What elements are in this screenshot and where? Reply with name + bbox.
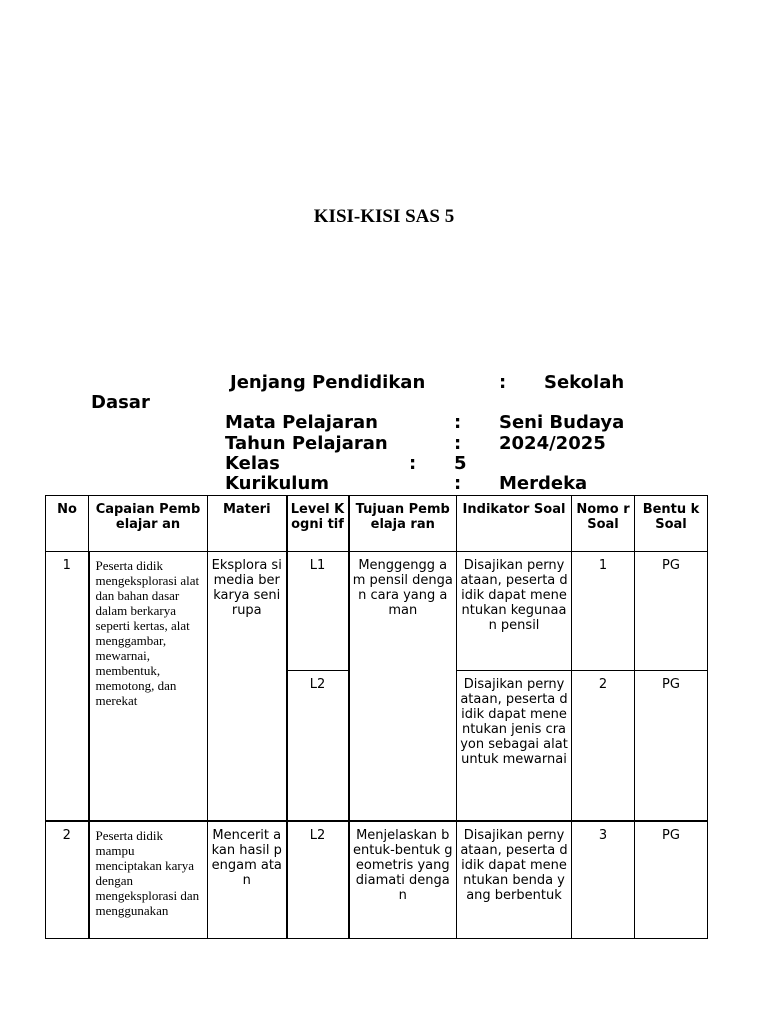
mapel-label: Mata Pelajaran	[225, 412, 378, 433]
row2-materi: Mencerit akan hasil pengam atan	[208, 821, 287, 939]
row1-nomor-1: 1	[572, 552, 635, 671]
kelas-colon: :	[409, 453, 417, 474]
row1-level-2: L2	[287, 671, 349, 821]
table-header-row	[46, 496, 708, 552]
header-nomor: Nomo r Soal	[572, 496, 635, 552]
kelas-label: Kelas	[225, 453, 280, 474]
row2-level: L2	[287, 821, 349, 939]
kurikulum-label: Kurikulum	[225, 473, 330, 494]
document-title: KISI-KISI SAS 5	[313, 206, 455, 227]
tahun-value: 2024/2025	[499, 433, 606, 454]
kurikulum-value: Merdeka	[499, 473, 588, 494]
header-capaian: Capaian Pembelajar an	[89, 496, 208, 552]
row1-nomor-2: 2	[572, 671, 635, 821]
row2-indikator: Disajikan pernyataan, peserta didik dapat menentukan benda yang berbentuk	[457, 821, 572, 939]
row2-tujuan: Menjelaskan bentuk-bentuk geometris yang diamati dengan	[349, 821, 457, 939]
header-no: No	[46, 496, 89, 552]
header-materi: Materi	[208, 496, 287, 552]
tahun-label: Tahun Pelajaran	[225, 433, 388, 454]
row2-bentuk: PG	[635, 821, 708, 939]
header-tujuan: Tujuan Pembelaja ran	[349, 496, 457, 552]
row1-materi: Eksplora si media berkarya seni rupa	[208, 552, 287, 821]
row2-no: 2	[46, 821, 89, 939]
mapel-value: Seni Budaya	[499, 412, 625, 433]
header-indikator: Indikator Soal	[457, 496, 572, 552]
jenjang-label: Jenjang Pendidikan	[230, 372, 426, 393]
jenjang-colon: :	[499, 372, 507, 393]
header-bentuk: Bentu k Soal	[635, 496, 708, 552]
table-row	[46, 821, 708, 939]
tahun-colon: :	[454, 433, 462, 454]
jenjang-value-cont: Dasar	[91, 392, 150, 413]
row1-level-1: L1	[287, 552, 349, 671]
row1-no: 1	[46, 552, 89, 821]
row2-capaian: Peserta didik mampu menciptakan karya dengan mengeksplorasi dan menggunakan	[89, 821, 208, 939]
jenjang-value: Sekolah	[544, 372, 625, 393]
header-level: Level Kogni tif	[287, 496, 349, 552]
kisi-kisi-table	[45, 495, 708, 939]
kelas-value: 5	[454, 453, 467, 474]
row1-bentuk-1: PG	[635, 552, 708, 671]
row1-indikator-1: Disajikan pernyataan, peserta didik dapat menentukan kegunaan pensil	[457, 552, 572, 671]
row1-indikator-2: Disajikan pernyataan, peserta didik dapat menentukan jenis crayon sebagai alat untuk mewarnai	[457, 671, 572, 821]
kurikulum-colon: :	[454, 473, 462, 494]
row1-tujuan: Menggengg am pensil dengan cara yang aman	[349, 552, 457, 821]
row2-nomor: 3	[572, 821, 635, 939]
row1-bentuk-2: PG	[635, 671, 708, 821]
row1-capaian: Peserta didik mengeksplorasi alat dan bahan dasar dalam berkarya seperti kertas, alat menggambar, mewarnai, membentuk, memotong, dan merekat	[89, 552, 208, 821]
table-row	[46, 552, 708, 671]
mapel-colon: :	[454, 412, 462, 433]
